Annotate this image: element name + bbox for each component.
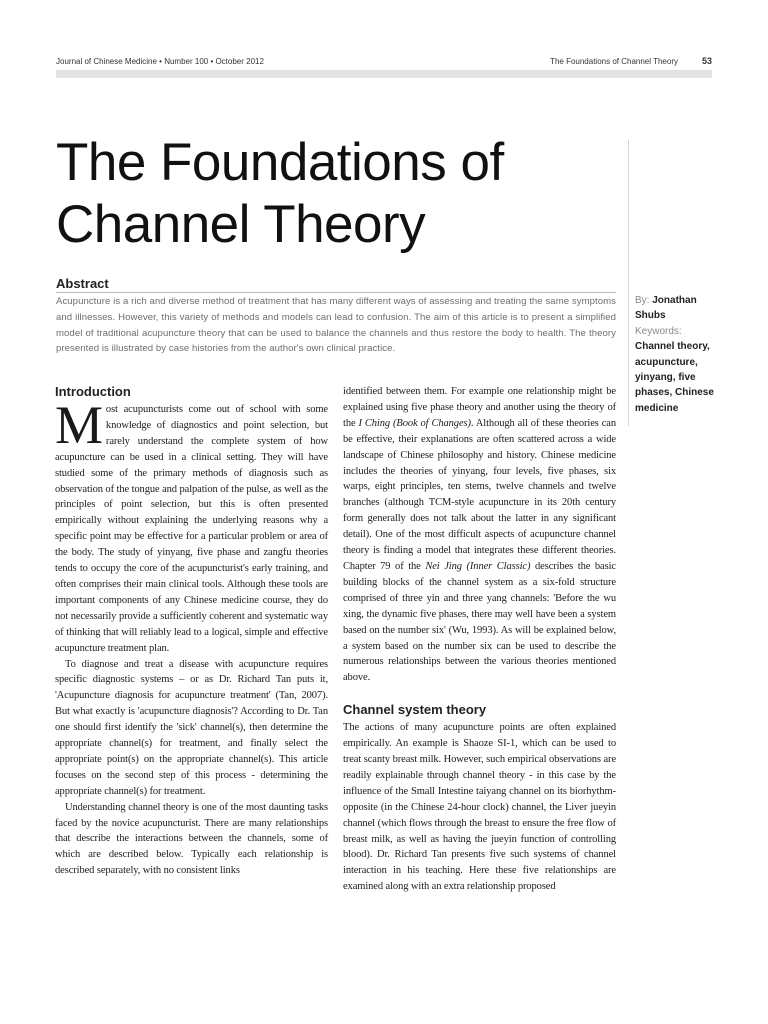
keywords-label: Keywords:: [635, 325, 682, 337]
header-rule: [56, 70, 712, 78]
abstract-heading: Abstract: [56, 276, 109, 291]
abstract-rule: [56, 292, 616, 293]
by-label: By:: [635, 295, 650, 306]
byline: [635, 293, 719, 324]
intro-paragraph-1: [55, 395, 328, 657]
journal-citation: Journal of Chinese Medicine • Number 100 • October 2012: [56, 57, 264, 66]
section-spacer: [343, 686, 616, 702]
author-name: Jonathan Shubs: [635, 295, 697, 322]
intro-paragraph-4: [343, 384, 616, 686]
p4-part-b: . Although all of these theories can be effective, their explanations are often scattered across a wide landscape of Chinese philosophy and history. Chinese medicine includes the theories of yinyang, four levels, five phases, six warps, eight principles, ten stems, twelve channels and twelve branches (although TCM-style acupuncture in its 20th century form generally does not talk about the latter in any significant detail). One of the most difficult aspects of acupuncture channel theory is finding a model that integrates these different theories. Chapter 79 of the: [343, 417, 617, 572]
intro-paragraph-3: Understanding channel theory is one of the most daunting tasks faced by the novice acupuncturist. There are many relationships that describe the interactions between the channels, some of which are described below. Typically each relationship is described separately, with no consistent links: [55, 801, 328, 877]
i-ching-title: I Ching (Book of Changes): [358, 417, 471, 429]
channel-system-heading: Channel system theory: [343, 702, 487, 718]
body-column-left: [55, 384, 328, 879]
running-title: The Foundations of Channel Theory: [550, 57, 678, 66]
drop-cap: M: [55, 395, 103, 455]
intro-paragraph-2: To diagnose and treat a disease with acupuncture requires specific diagnostic systems – or as Dr. Richard Tan puts it, 'Acupuncture diagnosis for acupuncture treatment' (Tan, 2007). But what exactly is 'acupuncture diagnosis'? According to Dr. Tan one should first identify the 'sick' channel(s), then determine the appropriate channel(s) for treatment, and finally select the appropriate point(s) on the appropriate channel(s). This article focuses on the second step of this process - determining the appropriate channel(s) for treatment.: [55, 658, 328, 797]
keywords-list: Channel theory, acupuncture, yinyang, five phases, Chinese medicine: [635, 341, 714, 414]
title-line-1: The Foundations of: [56, 133, 504, 192]
intro-paragraph-1-text: ost acupuncturists come out of school with some knowledge of diagnostics and point selection, but rarely understand the complete system of how acupuncture can be used in a clinical setting. They will have studied some of the primary methods of diagnosis such as observation of the tongue and palpation of the pulse, as well as the principles of point selection, but this is often presented empirically without explaining the underlying reasons why a specific point may be effective for a particular problem or area of the body. The study of yinyang, five phase and zangfu theories tends to occupy the core of the acupuncturist's early training, and often comprises their main clinical tools. Although these tools are important components of any Chinese medicine course, they do not necessarily provide a sufficiently coherent and systematic way of thinking that will reliably lead to a logical, simple and effective acupuncture treatment plan.: [55, 404, 328, 654]
introduction-heading: Introduction: [55, 384, 131, 399]
channel-system-paragraph: The actions of many acupuncture points are often explained empirically. An example is Shaoze SI-1, which can be used to treat scanty breast milk. However, such empirical observations are readily explainable through channel theory - in this case by the influence of the Small Intestine taiyang channel on its biorhythm-opposite (in the Chinese 24-hour clock) channel, the Liver jueyin channel (which flows through the breast to ensure the free flow of breast milk, as well as having the jueyin function of controlling blood). Dr. Richard Tan presents five such systems of channel interaction in his teaching. Here these five relationships are examined along with an extra relationship proposed: [343, 722, 616, 893]
body-column-right: [343, 384, 616, 895]
p4-part-c: describes the basic building blocks of the channel system as a six-fold structure comprised of three yin and three yang channels: 'Before the wu xing, the dynamic five phases, there may well have been a system based on the number six' (Wu, 1993). As will be explained below, a system based on the number six can be used to describe the numerous relationships between the various theories mentioned above.: [343, 560, 616, 684]
nei-jing-title: Nei Jing (Inner Classic): [425, 560, 531, 572]
title-line-2: Channel Theory: [56, 195, 426, 254]
running-header: [56, 57, 712, 69]
abstract-text: Acupuncture is a rich and diverse method of treatment that has many different ways of assessing and treating the same symptoms and illnesses. However, this variety of methods and models can lead to confusion. The aim of this article is to present a simplified model of traditional acupuncture theory that can be used to balance the channels and thus restore the body to health. The theory presented is illustrated by case histories from the author's own clinical practice.: [56, 296, 616, 355]
author-sidebar: [635, 293, 719, 416]
sidebar-divider: [628, 140, 629, 426]
page-number: 53: [701, 56, 712, 66]
p4-part-a: identified between them. For example one relationship might be explained using five phase theory and another using the theory of the: [343, 386, 616, 429]
article-title: [56, 132, 626, 256]
